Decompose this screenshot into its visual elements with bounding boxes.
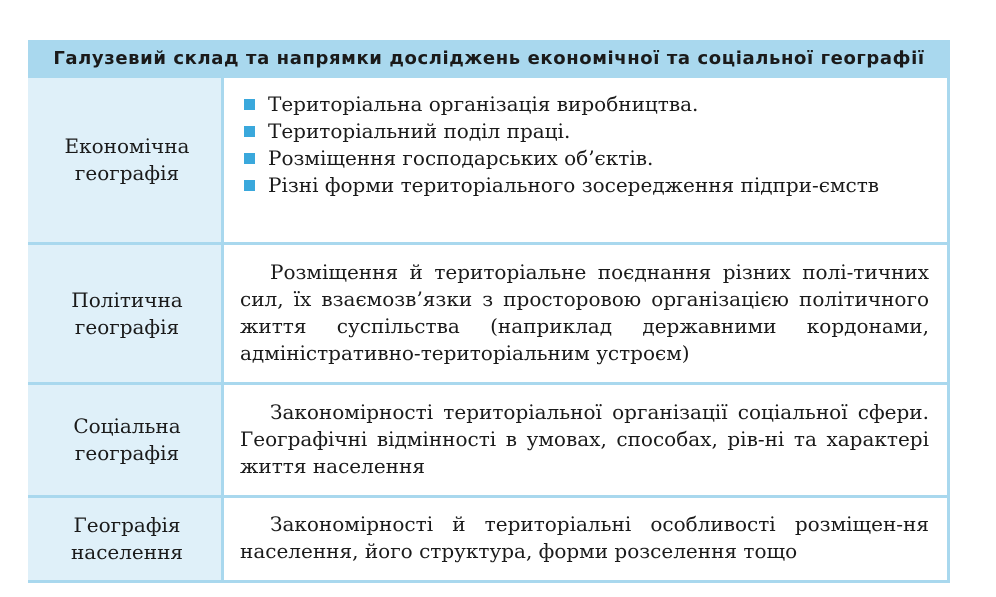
row-label-line: географія bbox=[74, 161, 180, 185]
row-label-line: географія bbox=[74, 441, 180, 465]
list-item-text: Територіальна організація виробництва. bbox=[268, 92, 699, 116]
list-item bbox=[240, 91, 929, 118]
list-item-text: Територіальний поділ праці. bbox=[268, 119, 571, 143]
row-label-cell bbox=[28, 245, 221, 382]
row-label-line: Соціальна bbox=[73, 414, 181, 438]
square-bullet-icon bbox=[244, 180, 255, 191]
table-title: Галузевий склад та напрямки досліджень економічної та соціальної географії bbox=[53, 47, 925, 69]
row-label-line: географія bbox=[74, 314, 180, 339]
geography-table bbox=[28, 40, 950, 583]
row-text: Розміщення й територіальне поєднання різних полі-тичних сил, їх взаємозв’язки з просторовою організацією політичного життя суспільства (наприклад державними кордонами, адміністративно-територіальним устроєм) bbox=[240, 260, 929, 365]
row-text: Закономірності територіальної організації соціальної сфери. Географічні відмінності в умовах, способах, рів-ні та характері життя населення bbox=[240, 400, 929, 478]
square-bullet-icon bbox=[244, 126, 255, 137]
row-label-line: Економічна bbox=[64, 134, 190, 158]
row-label-cell bbox=[28, 78, 221, 242]
square-bullet-icon bbox=[244, 153, 255, 164]
row-content-cell bbox=[224, 245, 947, 382]
table-row-political bbox=[28, 245, 950, 382]
row-label-cell bbox=[28, 498, 221, 580]
row-label-cell bbox=[28, 385, 221, 495]
table-row-economic bbox=[28, 78, 950, 242]
row-label-line: Політична bbox=[71, 287, 183, 312]
list-item bbox=[240, 118, 929, 145]
row-label bbox=[47, 512, 207, 566]
row-label bbox=[47, 413, 207, 467]
row-label bbox=[47, 133, 207, 187]
row-label-line: населення bbox=[70, 540, 184, 564]
row-label bbox=[47, 287, 207, 341]
row-content-cell bbox=[224, 385, 947, 495]
bullet-list bbox=[240, 91, 929, 199]
list-item-text: Розміщення господарських об’єктів. bbox=[268, 146, 654, 170]
row-text: Закономірності й територіальні особливості розміщен-ня населення, його структура, форми розселення тощо bbox=[240, 512, 929, 563]
list-item-text: Різні форми територіального зосередження підпри-ємств bbox=[268, 173, 880, 197]
square-bullet-icon bbox=[244, 99, 255, 110]
list-item bbox=[240, 145, 929, 172]
table-row-population bbox=[28, 498, 950, 580]
table-row-social bbox=[28, 385, 950, 495]
row-label-line: Географія bbox=[73, 513, 181, 537]
row-content-cell bbox=[224, 78, 947, 242]
row-content-cell bbox=[224, 498, 947, 580]
list-item bbox=[240, 172, 929, 199]
